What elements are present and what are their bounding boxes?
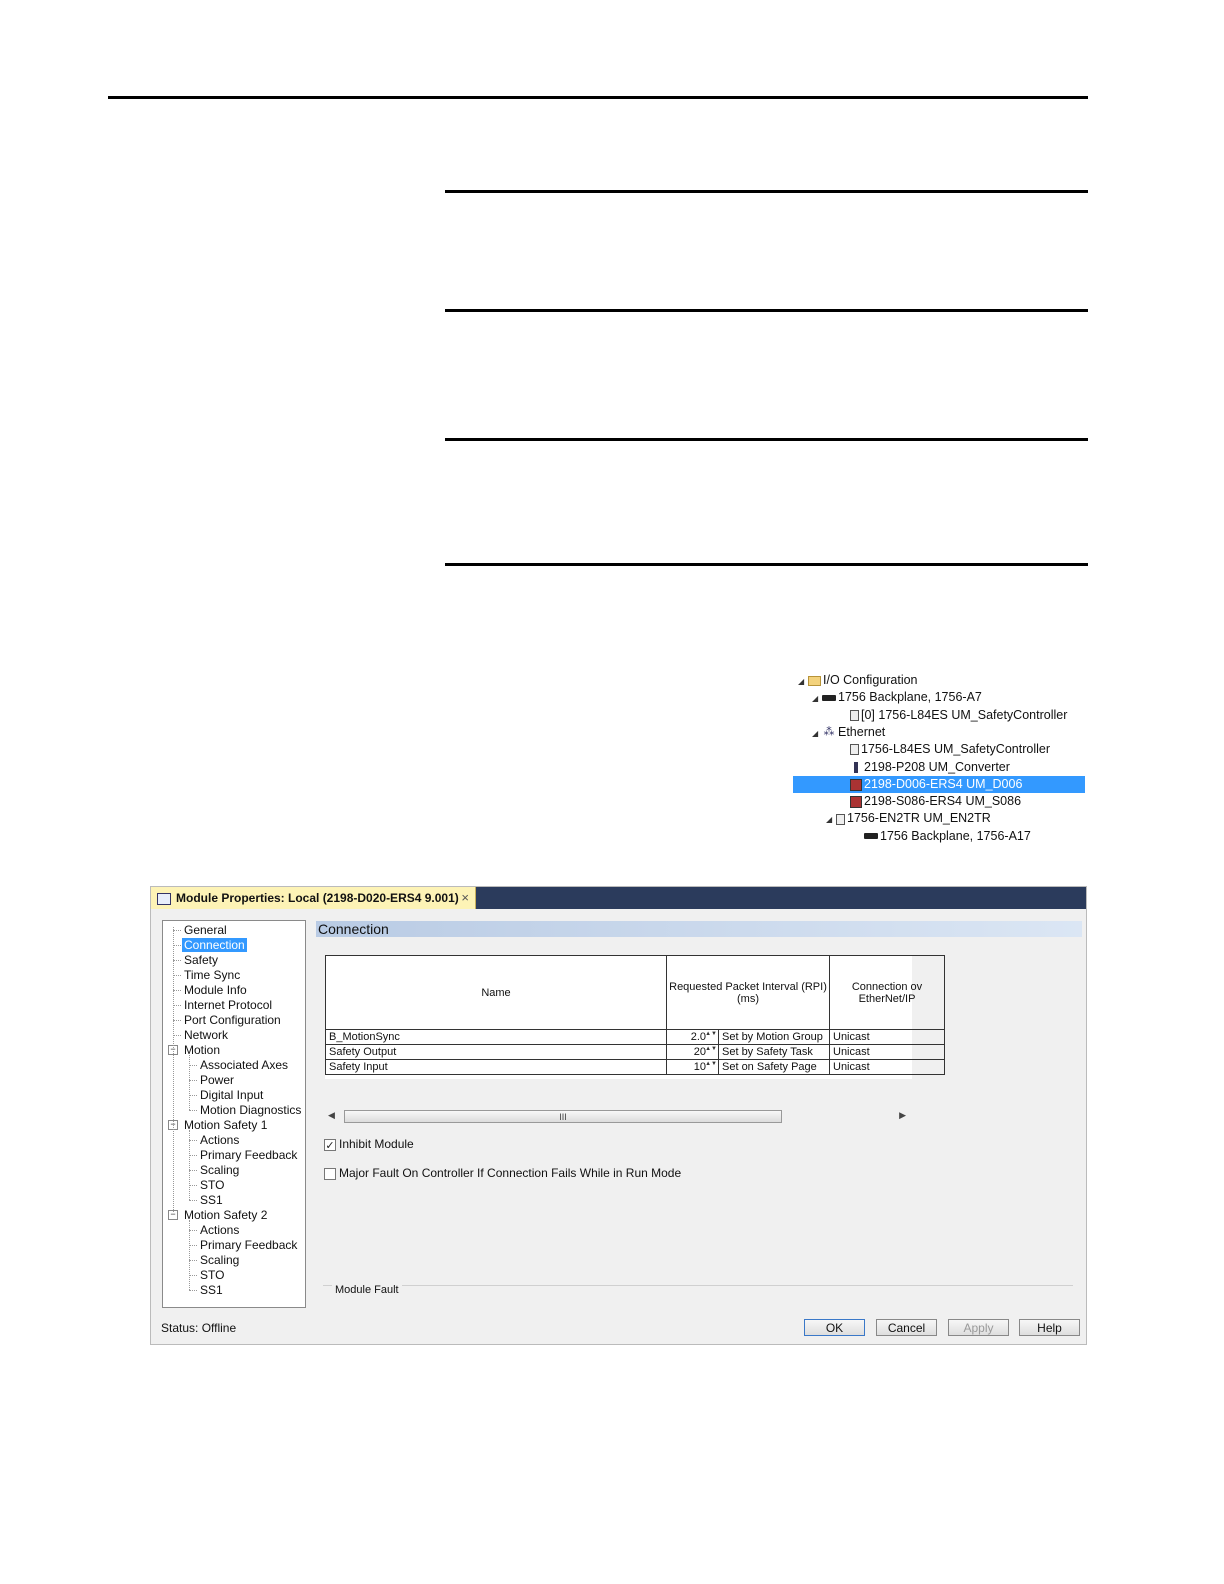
category-tree bbox=[162, 920, 306, 1308]
io-tree-node[interactable] bbox=[826, 810, 991, 827]
section-rule-2 bbox=[445, 309, 1088, 312]
drive-icon bbox=[850, 796, 862, 808]
rpi-input-text: 20 bbox=[693, 1046, 706, 1058]
io-tree-node[interactable] bbox=[840, 793, 1021, 810]
tree-connector bbox=[189, 1260, 197, 1261]
section-title: Connection bbox=[316, 921, 1082, 937]
tree-connector bbox=[173, 1020, 181, 1021]
tree-connector bbox=[189, 1275, 197, 1276]
rpi-input-text: 2.0 bbox=[690, 1031, 706, 1043]
tree-connector bbox=[189, 1185, 197, 1186]
rpi-input-text: 10 bbox=[693, 1061, 706, 1073]
major-fault-label: Major Fault On Controller If Connection Fails While in Run Mode bbox=[339, 1166, 682, 1180]
nav-item[interactable]: Scaling bbox=[200, 1253, 240, 1267]
io-tree-node-label: 1756-EN2TR UM_EN2TR bbox=[847, 811, 991, 826]
table-row[interactable] bbox=[326, 1045, 945, 1060]
rpi-note-cell bbox=[719, 1045, 830, 1060]
connection-name-cell-text: Safety Input bbox=[329, 1061, 388, 1073]
tree-connector bbox=[189, 1245, 197, 1246]
io-tree-node-label: 2198-P208 UM_Converter bbox=[864, 759, 1010, 774]
converter-icon bbox=[854, 762, 858, 773]
table-row[interactable] bbox=[326, 1030, 945, 1045]
tree-connector bbox=[173, 975, 181, 976]
io-tree-node-label: 2198-D006-ERS4 UM_D006 bbox=[864, 776, 1023, 791]
collapse-icon[interactable]: − bbox=[168, 1210, 178, 1220]
nav-item[interactable]: Time Sync bbox=[184, 968, 241, 982]
connection-type-cell-text: Unicast bbox=[833, 1046, 870, 1058]
nav-item[interactable]: General bbox=[184, 923, 227, 937]
connection-type-cell-text: Unicast bbox=[833, 1031, 870, 1043]
io-configuration-tree bbox=[793, 672, 1085, 847]
section-rule-4 bbox=[445, 563, 1088, 566]
connection-name-cell-text: B_MotionSync bbox=[329, 1031, 400, 1043]
inhibit-module-label: Inhibit Module bbox=[339, 1137, 414, 1151]
tree-connector bbox=[189, 1110, 197, 1111]
ok-button[interactable]: OK bbox=[804, 1319, 865, 1336]
io-tree-node-label: 1756 Backplane, 1756-A17 bbox=[880, 828, 1031, 843]
inhibit-module-checkbox[interactable] bbox=[324, 1137, 414, 1151]
collapse-arrow-icon[interactable]: ◢ bbox=[826, 815, 833, 825]
nav-item[interactable]: Primary Feedback bbox=[200, 1148, 298, 1162]
connection-name-cell-text: Safety Output bbox=[329, 1046, 397, 1058]
tree-connector bbox=[189, 1065, 197, 1066]
rpi-note-cell-text: Set on Safety Page bbox=[722, 1061, 817, 1073]
spinner-arrows-icon[interactable]: ▲▼ bbox=[705, 1031, 717, 1037]
tree-connector bbox=[173, 927, 174, 1212]
io-tree-node-label: 1756-L84ES UM_SafetyController bbox=[861, 742, 1050, 757]
tree-connector bbox=[173, 1005, 181, 1006]
tree-connector bbox=[189, 1220, 190, 1290]
page-header-rule bbox=[108, 96, 1088, 99]
nav-item[interactable]: SS1 bbox=[200, 1193, 223, 1207]
collapse-arrow-icon[interactable]: ◢ bbox=[812, 728, 819, 738]
io-tree-node[interactable] bbox=[840, 741, 1050, 758]
tree-connector bbox=[189, 1055, 190, 1110]
rpi-note-cell bbox=[719, 1030, 830, 1045]
tree-connector bbox=[189, 1200, 197, 1201]
tree-connector bbox=[189, 1170, 197, 1171]
nav-item[interactable]: Actions bbox=[200, 1133, 240, 1147]
nav-item[interactable]: Motion bbox=[184, 1043, 221, 1057]
tree-connector bbox=[189, 1155, 197, 1156]
module-fault-group bbox=[323, 1285, 1073, 1287]
column-header-name[interactable]: Name bbox=[326, 956, 667, 1030]
io-tree-node-label: [0] 1756-L84ES UM_SafetyController bbox=[861, 707, 1068, 722]
nav-item[interactable]: Digital Input bbox=[200, 1088, 264, 1102]
connection-type-cell[interactable] bbox=[830, 1060, 945, 1075]
spinner-arrows-icon[interactable]: ▲▼ bbox=[705, 1061, 717, 1067]
checkbox-box[interactable] bbox=[324, 1168, 336, 1180]
connection-name-cell bbox=[326, 1060, 667, 1075]
scroll-right-icon[interactable]: ▶ bbox=[899, 1110, 906, 1120]
connection-name-cell bbox=[326, 1030, 667, 1045]
tree-connector bbox=[189, 1095, 197, 1096]
column-header-connection[interactable]: Connection ov EtherNet/IP bbox=[830, 956, 945, 1030]
backplane-icon bbox=[822, 695, 836, 701]
nav-item[interactable]: STO bbox=[200, 1268, 225, 1282]
module-properties-icon bbox=[157, 893, 171, 905]
io-tree-node[interactable] bbox=[840, 759, 1010, 776]
nav-item[interactable]: SS1 bbox=[200, 1283, 223, 1297]
drive-icon bbox=[850, 779, 862, 791]
nav-item[interactable]: Associated Axes bbox=[200, 1058, 289, 1072]
spinner-arrows-icon[interactable]: ▲▼ bbox=[705, 1046, 717, 1052]
rpi-note-cell-text: Set by Safety Task bbox=[722, 1046, 813, 1058]
nav-item[interactable]: Port Configuration bbox=[184, 1013, 281, 1027]
nav-item[interactable]: Motion Safety 1 bbox=[184, 1118, 268, 1132]
connection-type-cell[interactable] bbox=[830, 1045, 945, 1060]
collapse-arrow-icon[interactable]: ◢ bbox=[798, 677, 805, 686]
rpi-input[interactable] bbox=[667, 1030, 719, 1045]
close-icon[interactable]: × bbox=[461, 890, 469, 905]
tree-connector bbox=[173, 990, 181, 991]
cancel-button[interactable]: Cancel bbox=[876, 1319, 937, 1336]
rpi-input[interactable] bbox=[667, 1045, 719, 1060]
io-tree-node[interactable] bbox=[854, 828, 1031, 845]
module-icon bbox=[836, 814, 845, 825]
section-rule-1 bbox=[445, 190, 1088, 193]
column-header-rpi[interactable]: Requested Packet Interval (RPI) (ms) bbox=[667, 956, 830, 1030]
rpi-input[interactable] bbox=[667, 1060, 719, 1075]
scroll-left-icon[interactable]: ◀ bbox=[328, 1110, 335, 1120]
module-fault-label: Module Fault bbox=[332, 1284, 402, 1296]
tree-connector bbox=[189, 1290, 197, 1291]
folder-icon bbox=[808, 676, 821, 686]
nav-item[interactable]: Connection bbox=[184, 938, 245, 952]
io-tree-node-label: I/O Configuration bbox=[823, 673, 918, 687]
io-tree-node[interactable] bbox=[812, 689, 982, 706]
title-bar bbox=[151, 887, 1086, 909]
status-text: Status: Offline bbox=[161, 1321, 237, 1335]
collapse-icon[interactable]: − bbox=[168, 1120, 178, 1130]
io-tree-node[interactable] bbox=[798, 672, 918, 689]
backplane-icon bbox=[864, 833, 878, 839]
horizontal-scrollbar[interactable] bbox=[325, 1108, 912, 1124]
tree-connector bbox=[189, 1130, 190, 1200]
io-tree-node-label: Ethernet bbox=[838, 724, 886, 739]
tree-connector bbox=[189, 1230, 197, 1231]
collapse-icon[interactable]: − bbox=[168, 1045, 178, 1055]
rpi-note-cell bbox=[719, 1060, 830, 1075]
major-fault-checkbox[interactable] bbox=[324, 1166, 681, 1180]
network-icon: ⁂ bbox=[823, 726, 835, 739]
tree-connector bbox=[173, 960, 181, 961]
rpi-note-cell-text: Set by Motion Group bbox=[722, 1031, 823, 1043]
nav-item[interactable]: Safety bbox=[184, 953, 219, 967]
nav-item[interactable]: Scaling bbox=[200, 1163, 240, 1177]
io-tree-node[interactable] bbox=[812, 724, 885, 741]
controller-icon bbox=[850, 710, 859, 721]
io-tree-node-label: 2198-S086-ERS4 UM_S086 bbox=[864, 794, 1022, 809]
io-tree-node[interactable] bbox=[840, 707, 1067, 724]
dialog-title: Module Properties: Local (2198-D020-ERS4 9.001) bbox=[176, 891, 459, 905]
tree-connector bbox=[173, 930, 181, 931]
tree-connector bbox=[189, 1080, 197, 1081]
connection-name-cell bbox=[326, 1045, 667, 1060]
table-row[interactable] bbox=[326, 1060, 945, 1075]
scrollbar-thumb[interactable]: III bbox=[344, 1110, 782, 1123]
io-tree-node-label: 1756 Backplane, 1756-A7 bbox=[838, 690, 982, 705]
connection-type-cell[interactable] bbox=[830, 1030, 945, 1045]
nav-item[interactable]: Module Info bbox=[184, 983, 247, 997]
apply-button[interactable]: Apply bbox=[948, 1319, 1009, 1336]
controller-icon bbox=[850, 744, 859, 755]
connection-table bbox=[325, 955, 923, 1079]
help-button[interactable]: Help bbox=[1019, 1319, 1080, 1336]
nav-item[interactable]: Motion Safety 2 bbox=[184, 1208, 268, 1222]
checkbox-check-icon[interactable]: ✓ bbox=[325, 1139, 335, 1152]
tree-connector bbox=[173, 945, 181, 946]
nav-item[interactable]: Motion Diagnostics bbox=[200, 1103, 302, 1117]
nav-item[interactable]: Network bbox=[184, 1028, 229, 1042]
module-properties-dialog bbox=[150, 886, 1087, 1345]
nav-item[interactable]: Internet Protocol bbox=[184, 998, 273, 1012]
title-tab[interactable] bbox=[151, 887, 476, 909]
collapse-arrow-icon[interactable]: ◢ bbox=[812, 694, 819, 704]
nav-item[interactable]: Power bbox=[200, 1073, 235, 1087]
io-tree-node[interactable] bbox=[793, 776, 1085, 793]
tree-connector bbox=[189, 1140, 197, 1141]
nav-item[interactable]: Actions bbox=[200, 1223, 240, 1237]
connection-type-cell-text: Unicast bbox=[833, 1061, 870, 1073]
tree-connector bbox=[173, 1035, 181, 1036]
section-rule-3 bbox=[445, 438, 1088, 441]
nav-item[interactable]: STO bbox=[200, 1178, 225, 1192]
nav-item[interactable]: Primary Feedback bbox=[200, 1238, 298, 1252]
